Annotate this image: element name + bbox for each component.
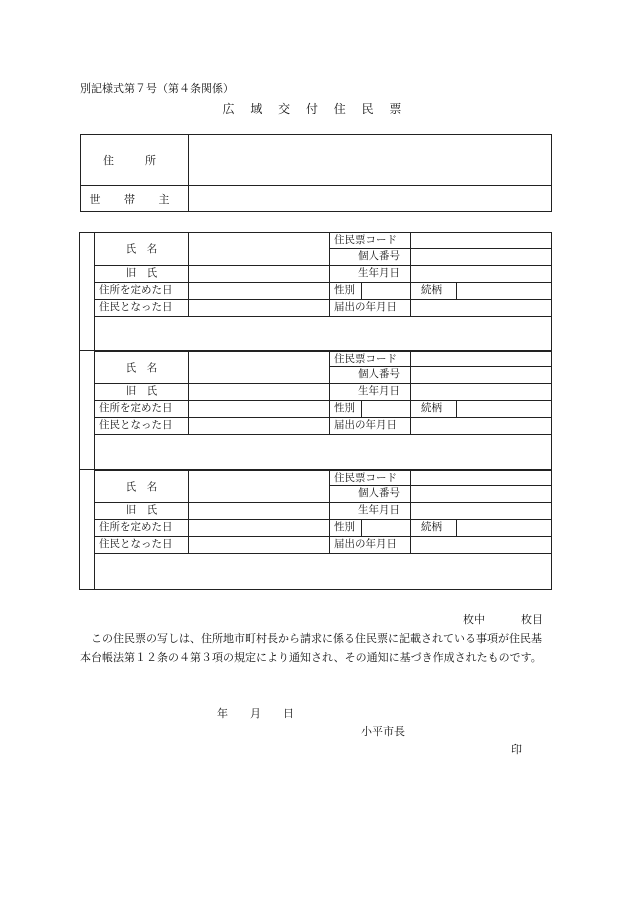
name-label: 氏 名 [95,470,189,503]
birth-date-value [411,266,551,283]
resident-code-value [411,470,551,486]
sheets-total-label: 枚中 [463,613,485,626]
householder-label: 世 帯 主 [81,186,189,212]
address-date-label: 住所を定めた日 [95,283,189,300]
address-label: 住 所 [81,135,189,185]
issue-date [217,705,316,721]
individual-number-label: 個人番号 [330,249,411,266]
remarks-area [95,435,551,469]
address-date-label: 住所を定めた日 [95,520,189,537]
relationship-label: 続柄 [411,401,457,418]
address-row [81,135,551,186]
former-surname-value [189,503,330,520]
address-date-value [189,283,330,300]
resident-block-3 [79,470,552,590]
name-label: 氏 名 [95,351,189,384]
resident-code-label: 住民票コード [330,470,411,486]
birth-date-value [411,503,551,520]
birth-date-label: 生年月日 [330,384,411,401]
notification-date-value [411,537,551,554]
former-surname-label: 旧 氏 [95,266,189,283]
resident-date-label: 住民となった日 [95,418,189,435]
resident-code-label: 住民票コード [330,351,411,367]
resident-date-value [189,300,330,317]
resident-block-1 [79,232,552,351]
address-date-value [189,401,330,418]
certification-statement: この住民票の写しは、住所地市町村長から請求に係る住民票に記載されている事項が住民基本台帳法第１２条の４第３項の規定により通知され、その通知に基づき作成されたものです。 [80,632,542,664]
notification-date-label: 届出の年月日 [330,418,411,435]
individual-number-value [411,486,551,503]
relationship-value [457,283,551,300]
sex-label: 性別 [330,520,362,537]
address-date-label: 住所を定めた日 [95,401,189,418]
notification-date-value [411,418,551,435]
notification-date-label: 届出の年月日 [330,537,411,554]
relationship-value [457,401,551,418]
notification-date-label: 届出の年月日 [330,300,411,317]
sheets-page-label: 枚目 [521,613,543,626]
relationship-value [457,520,551,537]
remarks-area [95,317,551,351]
former-surname-value [189,266,330,283]
mayor-name: 小平市長 [361,725,405,738]
resident-code-value [411,233,551,249]
sex-value [362,401,411,418]
notification-date-value [411,300,551,317]
seal-mark: 印 [511,743,522,756]
day-label: 日 [283,707,294,720]
relationship-label: 続柄 [411,283,457,300]
form-number: 別記様式第７号（第４条関係） [80,82,234,95]
individual-number-value [411,249,551,266]
former-surname-label: 旧 氏 [95,384,189,401]
householder-row [81,186,551,212]
resident-date-value [189,537,330,554]
individual-number-value [411,367,551,384]
resident-date-label: 住民となった日 [95,300,189,317]
resident-date-value [189,418,330,435]
relationship-label: 続柄 [411,520,457,537]
resident-date-label: 住民となった日 [95,537,189,554]
name-value [189,470,330,503]
document-title: 広 域 交 付 住 民 票 [222,102,408,116]
sex-value [362,283,411,300]
individual-number-label: 個人番号 [330,486,411,503]
resident-code-label: 住民票コード [330,233,411,249]
birth-date-label: 生年月日 [330,266,411,283]
remarks-area [95,554,551,589]
month-label: 月 [250,707,261,720]
resident-side-column [80,233,95,350]
birth-date-value [411,384,551,401]
name-label: 氏 名 [95,233,189,266]
address-table [80,134,552,212]
resident-block-2 [79,351,552,470]
former-surname-value [189,384,330,401]
year-label: 年 [217,707,228,720]
resident-side-column [80,351,95,469]
former-surname-label: 旧 氏 [95,503,189,520]
resident-code-value [411,351,551,367]
individual-number-label: 個人番号 [330,367,411,384]
name-value [189,233,330,266]
sex-label: 性別 [330,283,362,300]
sex-value [362,520,411,537]
birth-date-label: 生年月日 [330,503,411,520]
address-date-value [189,520,330,537]
name-value [189,351,330,384]
resident-side-column [80,470,95,589]
sheet-count [463,611,543,627]
sex-label: 性別 [330,401,362,418]
